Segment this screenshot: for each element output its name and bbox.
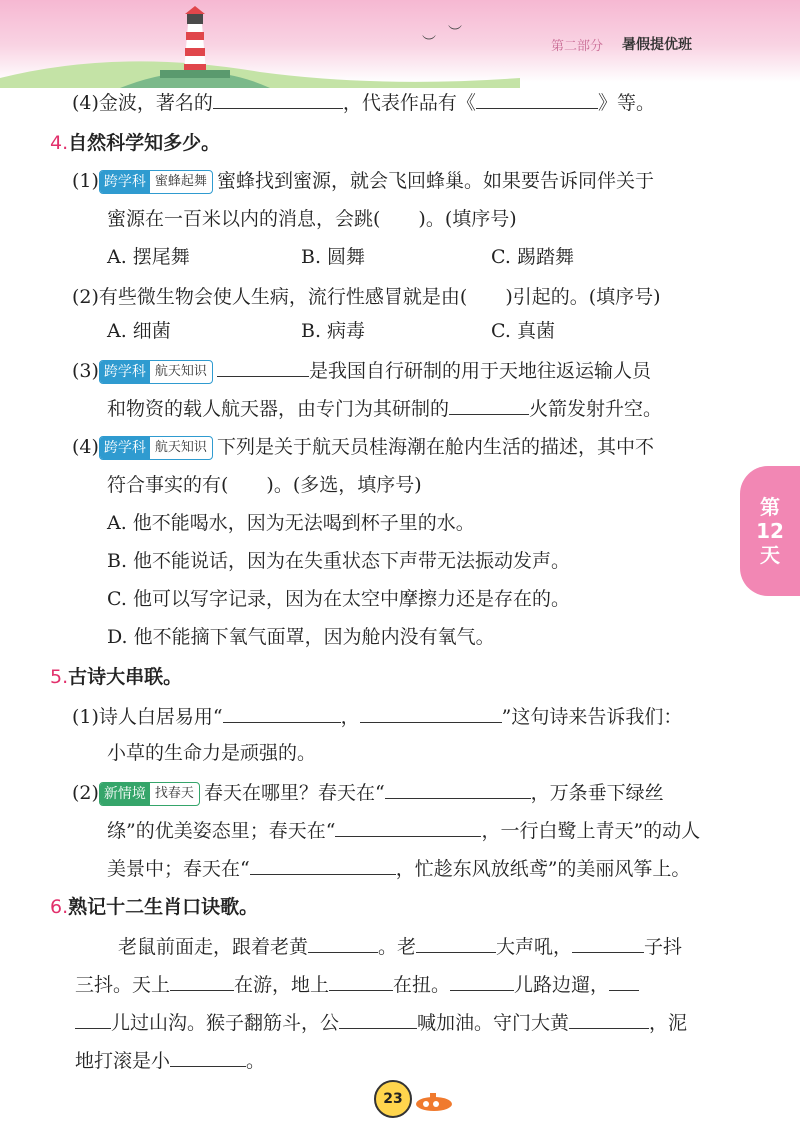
q3-4-line	[72, 88, 655, 116]
answer-blank[interactable]	[329, 970, 393, 991]
q4-4-option-a: A. 他不能喝水，因为无法喝到杯子里的水。	[107, 512, 475, 534]
tag-topic: 找春天	[154, 786, 194, 801]
subject-tag	[99, 360, 213, 384]
answer-blank[interactable]	[416, 932, 496, 953]
q4-4-option-c: C. 他可以写字记录，因为在太空中摩擦力还是存在的。	[107, 588, 570, 610]
q4-2-option-a: A. 细菌	[107, 320, 171, 342]
q6-text: 子抖	[644, 936, 683, 958]
q4-1-line1	[72, 168, 654, 194]
q6-line4	[75, 1046, 265, 1074]
answer-blank[interactable]	[572, 932, 644, 953]
q4-2-line1: (2)有些微生物会使人生病，流行性感冒就是由( )引起的。(填序号)	[72, 286, 661, 308]
q5-2-line3	[107, 854, 690, 882]
page-number: 23	[374, 1080, 412, 1118]
answer-blank[interactable]	[223, 702, 341, 723]
q3-4-prefix: (4)金波，著名的	[72, 92, 213, 114]
q4-2-option-c: C. 真菌	[491, 320, 555, 342]
q5-heading	[50, 664, 182, 690]
q4-1-option-a: A. 摆尾舞	[107, 246, 190, 268]
day-side-tab	[740, 466, 800, 596]
header-title: 暑假提优班	[622, 37, 692, 53]
answer-blank[interactable]	[339, 1008, 417, 1029]
q6-text: 大声吼，	[496, 936, 573, 958]
q6-title: 熟记十二生肖口诀歌。	[68, 896, 259, 918]
q6-text: 喊加油。守门大黄	[417, 1012, 570, 1034]
answer-blank[interactable]	[335, 816, 481, 837]
q4-3-line2	[107, 394, 662, 422]
q6-text: ，泥	[649, 1012, 688, 1034]
q5-1-line1	[72, 702, 682, 730]
q6-text: 儿过山沟。猴子翻筋斗，公	[111, 1012, 340, 1034]
q5-2-number: (2)	[72, 782, 99, 804]
q4-1-text: 蜜蜂找到蜜源，就会飞回蜂巢。如果要告诉同伴关于	[216, 170, 654, 192]
answer-blank[interactable]	[250, 854, 396, 875]
answer-blank[interactable]	[308, 932, 378, 953]
q4-3-text3: 火箭发射升空。	[529, 398, 663, 420]
side-tab-text: 天	[760, 543, 780, 567]
q4-1-option-b: B. 圆舞	[301, 246, 366, 268]
q4-4-line1	[72, 434, 654, 460]
submarine-icon	[412, 1090, 456, 1112]
bird-icon: ︶	[448, 25, 462, 41]
tag-category: 跨学科	[100, 361, 150, 383]
tag-category: 新情境	[100, 783, 150, 805]
tag-category: 跨学科	[100, 171, 150, 193]
q6-text: 儿路边遛，	[514, 974, 610, 996]
q6-text: 在游，地上	[234, 974, 330, 996]
bird-icon: ︶	[422, 35, 436, 51]
q6-line2	[75, 970, 639, 998]
q4-3-text: 是我国自行研制的用于天地往返运输人员	[308, 360, 651, 382]
tag-topic: 航天知识	[154, 440, 207, 455]
tag-topic: 航天知识	[154, 364, 207, 379]
q6-line3	[75, 1008, 687, 1036]
q5-2-line2	[107, 816, 700, 844]
answer-blank[interactable]	[360, 702, 502, 723]
q4-4-option-d: D. 他不能摘下氧气面罩，因为舱内没有氧气。	[107, 626, 495, 648]
answer-blank[interactable]	[609, 970, 639, 991]
q4-number: 4.	[50, 132, 69, 154]
q4-3-number: (3)	[72, 360, 99, 382]
q4-4-line2: 符合事实的有( )。(多选，填序号)	[107, 474, 422, 496]
answer-blank[interactable]	[170, 1046, 246, 1067]
q6-number: 6.	[50, 896, 69, 918]
q4-2-option-b: B. 病毒	[301, 320, 366, 342]
tag-category: 跨学科	[100, 437, 150, 459]
answer-blank[interactable]	[75, 1008, 111, 1029]
q5-2-line1	[72, 778, 664, 806]
q6-text: 三抖。天上	[75, 974, 171, 996]
answer-blank[interactable]	[449, 394, 529, 415]
q4-4-option-b: B. 他不能说话，因为在失重状态下声带无法振动发声。	[107, 550, 571, 572]
answer-blank[interactable]	[450, 970, 514, 991]
q6-line1	[118, 932, 682, 960]
q4-1-number: (1)	[72, 170, 99, 192]
q5-2-text3: 绦”的优美姿态里；春天在“	[107, 820, 336, 842]
side-tab-text: 第	[760, 495, 780, 519]
q5-2-text6: ，忙趁东风放纸鸢”的美丽风筝上。	[395, 858, 691, 880]
q6-text: 老鼠前面走，跟着老黄	[118, 936, 309, 958]
lighthouse-icon	[150, 6, 240, 78]
q5-2-text4: ，一行白鹭上青天”的动人	[481, 820, 701, 842]
q5-2-text: 春天在哪里？春天在“	[203, 782, 385, 804]
q4-heading	[50, 130, 220, 156]
q4-1-line2: 蜜源在一百米以内的消息，会跳( )。(填序号)	[107, 208, 517, 230]
q3-4-mid: ，代表作品有《	[342, 92, 476, 114]
answer-blank[interactable]	[217, 356, 309, 377]
subject-tag	[99, 782, 200, 806]
subject-tag	[99, 170, 213, 194]
q6-text: 。老	[378, 936, 417, 958]
q5-1-comma: ，	[340, 706, 360, 728]
q4-3-line1	[72, 356, 651, 384]
q6-text: 。	[246, 1050, 266, 1072]
q5-1-prefix: (1)诗人白居易用“	[72, 706, 223, 728]
answer-blank[interactable]	[569, 1008, 649, 1029]
answer-blank[interactable]	[170, 970, 234, 991]
answer-blank[interactable]	[213, 88, 343, 109]
q5-2-text2: ，万条垂下绿丝	[530, 782, 664, 804]
q4-3-text2: 和物资的载人航天器，由专门为其研制的	[107, 398, 450, 420]
q5-2-text5: 美景中；春天在“	[107, 858, 250, 880]
q4-1-option-c: C. 踢踏舞	[491, 246, 574, 268]
answer-blank[interactable]	[476, 88, 598, 109]
side-tab-number: 12	[756, 519, 784, 543]
subject-tag	[99, 436, 213, 460]
header-part-label: 第二部分	[551, 39, 604, 54]
q4-4-text: 下列是关于航天员桂海潮在舱内生活的描述，其中不	[216, 436, 654, 458]
q6-text: 地打滚是小	[75, 1050, 171, 1072]
q5-title: 古诗大串联。	[68, 666, 183, 688]
answer-blank[interactable]	[385, 778, 531, 799]
q6-heading	[50, 894, 258, 920]
q6-text: 在扭。	[393, 974, 451, 996]
q4-4-number: (4)	[72, 436, 99, 458]
q5-1-suffix: ”这句诗来告诉我们：	[501, 706, 683, 728]
hills-decoration	[0, 48, 800, 88]
q5-1-line2: 小草的生命力是顽强的。	[107, 742, 317, 764]
q3-4-suffix: 》等。	[597, 92, 655, 114]
tag-topic: 蜜蜂起舞	[154, 174, 207, 189]
q5-number: 5.	[50, 666, 69, 688]
q4-title: 自然科学知多少。	[68, 132, 221, 154]
